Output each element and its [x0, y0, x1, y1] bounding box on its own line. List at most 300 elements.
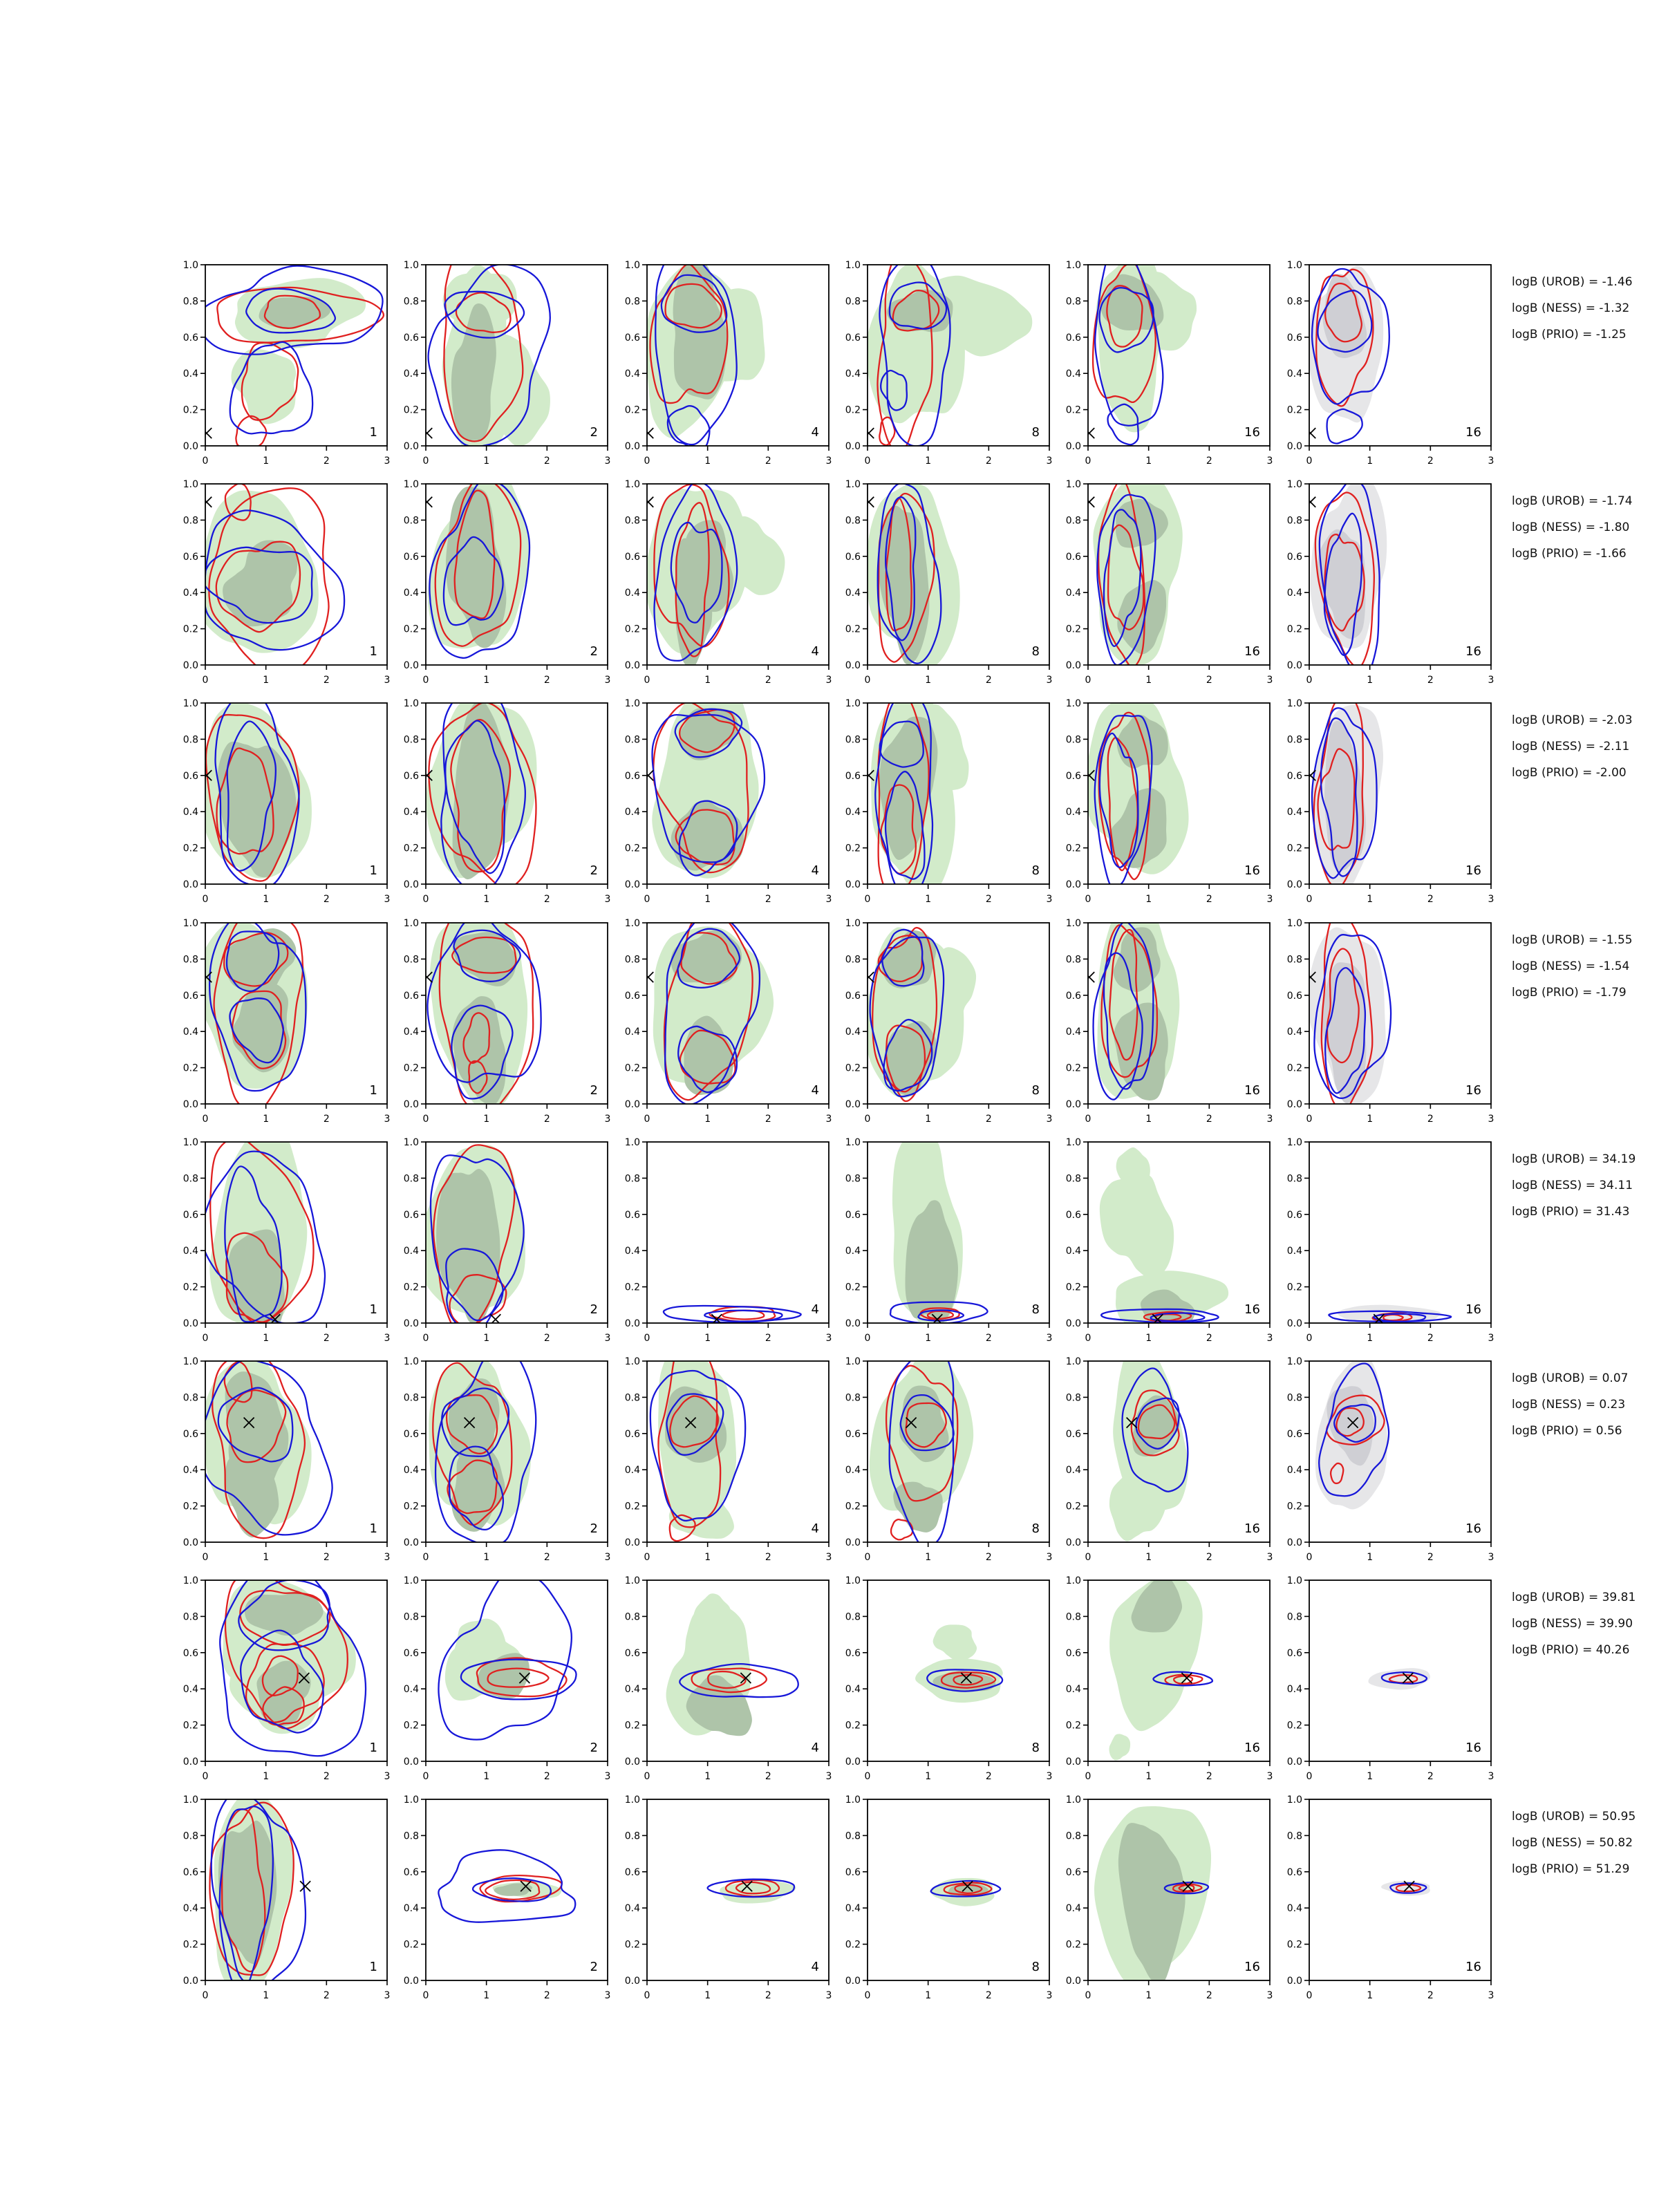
y-tick-label: 1.0 — [1286, 1575, 1302, 1587]
y-tick-label: 1.0 — [1286, 917, 1302, 929]
panel-count-label: 1 — [369, 644, 377, 659]
y-tick-label: 1.0 — [1065, 1136, 1082, 1148]
y-tick-label: 0.4 — [845, 1465, 861, 1477]
contour-panel-r8c2 — [395, 1791, 615, 2009]
logb-annotation-line: logB (PRIO) = -2.00 — [1512, 766, 1627, 780]
y-tick-label: 0.0 — [182, 1756, 198, 1768]
y-tick-label: 0.8 — [1286, 1830, 1302, 1842]
x-tick-label: 0 — [202, 675, 209, 686]
y-tick-label: 0.6 — [1065, 1867, 1082, 1879]
y-tick-label: 1.0 — [404, 698, 420, 710]
y-tick-label: 0.8 — [1065, 515, 1082, 527]
y-tick-label: 0.8 — [1286, 1173, 1302, 1185]
y-tick-label: 0.4 — [624, 368, 640, 380]
x-tick-label: 2 — [323, 1113, 330, 1125]
x-tick-label: 2 — [544, 1113, 551, 1125]
contour-panel-r1c3 — [616, 256, 836, 475]
y-tick-label: 0.6 — [624, 1647, 640, 1659]
y-tick-label: 0.8 — [1065, 953, 1082, 965]
panel-count-label: 2 — [590, 644, 599, 659]
logb-annotation-block-row4 — [1512, 927, 1659, 1006]
y-tick-label: 0.4 — [1286, 1465, 1302, 1477]
y-tick-label: 1.0 — [624, 698, 640, 710]
y-tick-label: 0.8 — [182, 734, 198, 746]
x-tick-label: 0 — [1306, 894, 1312, 906]
y-tick-label: 1.0 — [1286, 698, 1302, 710]
x-tick-label: 0 — [644, 1113, 650, 1125]
y-tick-label: 0.2 — [1286, 843, 1302, 854]
y-tick-label: 0.4 — [624, 1684, 640, 1696]
x-tick-label: 0 — [202, 1552, 209, 1563]
axes-box — [1309, 1142, 1491, 1323]
x-tick-label: 3 — [384, 675, 391, 686]
kde-layers — [220, 1572, 366, 1756]
kde-layers — [198, 915, 308, 1112]
y-tick-label: 1.0 — [1065, 917, 1082, 929]
contour-panel-r5c5 — [1057, 1134, 1277, 1352]
contour-panel-r5c6 — [1278, 1134, 1499, 1352]
logb-annotation-line: logB (PRIO) = 31.43 — [1512, 1204, 1630, 1219]
logb-annotation-line: logB (NESS) = 0.23 — [1512, 1398, 1626, 1412]
y-tick-label: 0.8 — [624, 1830, 640, 1842]
y-tick-label: 0.2 — [1286, 1939, 1302, 1951]
x-tick-label: 1 — [1145, 1332, 1152, 1344]
y-tick-label: 0.6 — [1065, 1209, 1082, 1221]
y-tick-label: 0.0 — [404, 1976, 420, 1987]
panel-count-label: 1 — [369, 1960, 377, 1975]
x-tick-label: 2 — [544, 1990, 551, 2002]
logb-annotation-line: logB (UROB) = -1.74 — [1512, 494, 1633, 509]
x-tick-label: 3 — [1046, 1990, 1053, 2002]
y-tick-label: 0.8 — [1065, 734, 1082, 746]
x-tick-label: 2 — [323, 456, 330, 467]
y-tick-label: 1.0 — [404, 1356, 420, 1367]
y-tick-label: 0.2 — [182, 1939, 198, 1951]
contour-panel-r8c4 — [836, 1791, 1057, 2009]
y-tick-label: 0.4 — [1065, 1026, 1082, 1038]
x-tick-label: 3 — [1266, 894, 1273, 906]
logb-annotation-line: logB (UROB) = -1.46 — [1512, 275, 1633, 289]
x-tick-label: 0 — [1306, 456, 1312, 467]
y-tick-label: 0.6 — [624, 1867, 640, 1879]
x-tick-label: 0 — [864, 894, 871, 906]
panel-count-label: 4 — [811, 1741, 819, 1756]
x-tick-label: 2 — [1206, 1552, 1212, 1563]
logb-annotation-block-row6 — [1512, 1365, 1659, 1444]
x-tick-label: 1 — [263, 1771, 270, 1783]
x-tick-label: 0 — [1085, 675, 1091, 686]
x-tick-label: 0 — [422, 1113, 429, 1125]
y-tick-label: 0.2 — [182, 843, 198, 854]
x-tick-label: 1 — [483, 1113, 490, 1125]
logb-annotation-line: logB (PRIO) = 0.56 — [1512, 1424, 1622, 1438]
y-tick-label: 0.6 — [1286, 1867, 1302, 1879]
panel-count-label: 8 — [1031, 644, 1040, 659]
y-tick-label: 0.2 — [1065, 843, 1082, 854]
x-tick-label: 2 — [544, 1771, 551, 1783]
y-tick-label: 0.0 — [624, 441, 640, 452]
y-tick-label: 1.0 — [182, 1136, 198, 1148]
y-tick-label: 0.8 — [404, 953, 420, 965]
x-tick-label: 0 — [864, 1771, 871, 1783]
kde-layers — [429, 1353, 536, 1544]
x-tick-label: 1 — [483, 1990, 490, 2002]
y-tick-label: 0.8 — [182, 515, 198, 527]
y-tick-label: 0.0 — [1065, 1537, 1082, 1548]
x-tick-label: 0 — [644, 675, 650, 686]
y-tick-label: 0.2 — [845, 1720, 861, 1732]
y-tick-label: 0.4 — [1065, 588, 1082, 599]
x-tick-label: 0 — [202, 1332, 209, 1344]
logb-annotation-line: logB (NESS) = 39.90 — [1512, 1617, 1633, 1631]
y-tick-label: 0.4 — [845, 1903, 861, 1915]
x-tick-label: 1 — [1366, 1771, 1373, 1783]
y-tick-label: 0.6 — [845, 771, 861, 782]
y-tick-label: 0.6 — [1065, 551, 1082, 563]
y-tick-label: 0.4 — [182, 1903, 198, 1915]
x-tick-label: 0 — [1306, 1552, 1312, 1563]
y-tick-label: 0.2 — [182, 1501, 198, 1512]
y-tick-label: 0.0 — [845, 1318, 861, 1329]
y-tick-label: 0.4 — [624, 1903, 640, 1915]
x-tick-label: 2 — [765, 894, 771, 906]
y-tick-label: 0.2 — [845, 1501, 861, 1512]
y-tick-label: 0.0 — [182, 1976, 198, 1987]
y-tick-label: 0.0 — [182, 1098, 198, 1110]
x-tick-label: 2 — [1206, 456, 1212, 467]
y-tick-label: 1.0 — [182, 1575, 198, 1587]
x-tick-label: 1 — [483, 894, 490, 906]
x-tick-label: 3 — [825, 1113, 832, 1125]
y-tick-label: 0.2 — [845, 624, 861, 635]
x-tick-label: 1 — [1145, 1990, 1152, 2002]
y-tick-label: 0.0 — [1286, 1537, 1302, 1548]
y-tick-label: 0.4 — [624, 1026, 640, 1038]
x-tick-label: 2 — [323, 1552, 330, 1563]
x-tick-label: 2 — [323, 1332, 330, 1344]
y-tick-label: 0.8 — [1065, 1173, 1082, 1185]
contour-panel-r3c3 — [616, 695, 836, 913]
panel-count-label: 16 — [1244, 1521, 1261, 1536]
x-tick-label: 3 — [1488, 1771, 1494, 1783]
x-tick-label: 0 — [422, 1771, 429, 1783]
y-tick-label: 0.4 — [1286, 1684, 1302, 1696]
logb-annotation-line: logB (PRIO) = -1.66 — [1512, 547, 1627, 561]
x-tick-label: 2 — [985, 675, 992, 686]
contour-panel-r6c6 — [1278, 1353, 1499, 1571]
x-tick-label: 1 — [483, 1552, 490, 1563]
y-tick-label: 0.4 — [182, 1245, 198, 1257]
x-tick-label: 2 — [765, 1552, 771, 1563]
y-tick-label: 0.2 — [182, 624, 198, 635]
x-tick-label: 1 — [1145, 894, 1152, 906]
y-tick-label: 0.0 — [1286, 441, 1302, 452]
contour-panel-r1c6 — [1278, 256, 1499, 475]
panel-count-label: 16 — [1465, 1741, 1481, 1756]
y-tick-label: 0.8 — [1065, 1611, 1082, 1623]
y-tick-label: 0.0 — [1065, 1976, 1082, 1987]
panel-count-label: 16 — [1244, 863, 1261, 879]
kde-layers — [863, 483, 959, 668]
logb-annotation-block-row3 — [1512, 707, 1659, 786]
y-tick-label: 0.8 — [182, 1611, 198, 1623]
y-tick-label: 1.0 — [1065, 260, 1082, 271]
x-tick-label: 1 — [263, 456, 270, 467]
y-tick-label: 0.4 — [182, 1026, 198, 1038]
x-tick-label: 1 — [704, 1332, 711, 1344]
x-tick-label: 2 — [1427, 1990, 1434, 2002]
x-tick-label: 3 — [1488, 1552, 1494, 1563]
x-tick-label: 3 — [1266, 1990, 1273, 2002]
x-tick-label: 1 — [704, 675, 711, 686]
y-tick-label: 0.8 — [845, 1173, 861, 1185]
x-tick-label: 0 — [644, 1771, 650, 1783]
kde-layers — [643, 256, 765, 451]
y-tick-label: 1.0 — [404, 260, 420, 271]
y-tick-label: 0.0 — [404, 1098, 420, 1110]
y-tick-label: 0.0 — [845, 1098, 861, 1110]
x-tick-label: 0 — [422, 1552, 429, 1563]
x-tick-label: 0 — [864, 675, 871, 686]
panel-count-label: 2 — [590, 1302, 599, 1317]
x-tick-label: 0 — [644, 456, 650, 467]
y-tick-label: 0.6 — [1065, 1428, 1082, 1440]
logb-annotation-line: logB (NESS) = -1.80 — [1512, 521, 1630, 535]
y-tick-label: 0.0 — [624, 1098, 640, 1110]
x-tick-label: 1 — [925, 1332, 932, 1344]
x-tick-label: 2 — [985, 1771, 992, 1783]
density-fill-light — [1368, 1668, 1430, 1689]
panel-count-label: 4 — [811, 1302, 819, 1317]
y-tick-label: 0.2 — [1065, 1720, 1082, 1732]
y-tick-label: 1.0 — [624, 1356, 640, 1367]
x-tick-label: 1 — [1145, 1771, 1152, 1783]
y-tick-label: 0.4 — [1286, 368, 1302, 380]
logb-annotation-line: logB (UROB) = -1.55 — [1512, 932, 1633, 947]
x-tick-label: 0 — [1085, 894, 1091, 906]
y-tick-label: 0.4 — [1286, 1245, 1302, 1257]
y-tick-label: 0.4 — [404, 588, 420, 599]
y-tick-label: 1.0 — [624, 479, 640, 491]
y-tick-label: 0.4 — [404, 1465, 420, 1477]
x-tick-label: 0 — [422, 894, 429, 906]
kde-layers — [931, 1878, 1001, 1906]
y-tick-label: 0.4 — [182, 368, 198, 380]
y-tick-label: 0.6 — [1065, 771, 1082, 782]
kde-layers — [422, 256, 551, 455]
x-tick-label: 1 — [1145, 1113, 1152, 1125]
x-tick-label: 2 — [323, 1771, 330, 1783]
contour-panel-r7c6 — [1278, 1572, 1499, 1790]
y-tick-label: 0.6 — [845, 990, 861, 1002]
y-tick-label: 0.6 — [182, 332, 198, 344]
panel-count-label: 16 — [1465, 1302, 1481, 1317]
x-tick-label: 1 — [1145, 456, 1152, 467]
y-tick-label: 0.0 — [404, 441, 420, 452]
panel-count-label: 16 — [1465, 1960, 1481, 1975]
panel-count-label: 16 — [1244, 1302, 1261, 1317]
y-tick-label: 0.4 — [404, 1903, 420, 1915]
y-tick-label: 0.8 — [845, 296, 861, 308]
x-tick-label: 3 — [1266, 456, 1273, 467]
kde-layers — [666, 1593, 798, 1736]
x-tick-label: 1 — [483, 675, 490, 686]
x-tick-label: 1 — [263, 1990, 270, 2002]
y-tick-label: 0.8 — [1286, 1611, 1302, 1623]
x-tick-label: 1 — [263, 675, 270, 686]
panel-count-label: 8 — [1031, 1082, 1040, 1098]
y-tick-label: 0.8 — [624, 953, 640, 965]
panel-count-label: 16 — [1465, 1521, 1481, 1536]
x-tick-label: 3 — [604, 1552, 611, 1563]
y-tick-label: 0.0 — [1286, 660, 1302, 672]
y-tick-label: 0.4 — [182, 1465, 198, 1477]
contour-panel-r2c1 — [174, 476, 395, 694]
contour-panel-r8c5 — [1057, 1791, 1277, 2009]
x-tick-label: 3 — [1046, 1113, 1053, 1125]
x-tick-label: 0 — [1085, 1552, 1091, 1563]
y-tick-label: 0.8 — [182, 953, 198, 965]
contour-panel-r5c4 — [836, 1134, 1057, 1352]
contour-panel-r4c1 — [174, 915, 395, 1133]
y-tick-label: 0.6 — [845, 1428, 861, 1440]
x-tick-label: 2 — [1206, 1990, 1212, 2002]
x-tick-label: 0 — [864, 1113, 871, 1125]
kde-layers — [422, 476, 530, 658]
y-tick-label: 0.8 — [404, 1611, 420, 1623]
x-tick-label: 2 — [544, 1332, 551, 1344]
panel-count-label: 2 — [590, 425, 599, 440]
y-tick-label: 0.8 — [845, 515, 861, 527]
panel-count-label: 16 — [1465, 1082, 1481, 1098]
logb-annotation-line: logB (UROB) = 0.07 — [1512, 1371, 1629, 1385]
x-tick-label: 3 — [384, 1990, 391, 2002]
contour-panel-r3c6 — [1278, 695, 1499, 913]
x-tick-label: 3 — [825, 1990, 832, 2002]
panel-count-label: 8 — [1031, 863, 1040, 879]
y-tick-label: 1.0 — [182, 260, 198, 271]
panel-count-label: 2 — [590, 1521, 599, 1536]
y-tick-label: 0.8 — [845, 1830, 861, 1842]
x-tick-label: 1 — [483, 1771, 490, 1783]
y-tick-label: 0.0 — [845, 1756, 861, 1768]
x-tick-label: 1 — [1366, 456, 1373, 467]
y-tick-label: 0.0 — [182, 441, 198, 452]
y-tick-label: 0.6 — [845, 1867, 861, 1879]
logb-annotation-line: logB (NESS) = -1.32 — [1512, 301, 1630, 315]
panel-count-label: 16 — [1465, 644, 1481, 659]
contour-panel-r5c1 — [174, 1134, 395, 1352]
logb-annotation-block-row1 — [1512, 269, 1659, 348]
y-tick-label: 0.4 — [1065, 807, 1082, 818]
y-tick-label: 1.0 — [845, 698, 861, 710]
y-tick-label: 0.2 — [1065, 1501, 1082, 1512]
y-tick-label: 1.0 — [182, 698, 198, 710]
y-tick-label: 0.6 — [404, 332, 420, 344]
y-tick-label: 0.8 — [404, 1173, 420, 1185]
logb-annotation-line: logB (NESS) = -2.11 — [1512, 740, 1630, 754]
x-tick-label: 2 — [544, 675, 551, 686]
y-tick-label: 1.0 — [1286, 479, 1302, 491]
x-tick-label: 1 — [704, 1113, 711, 1125]
panel-count-label: 1 — [369, 425, 377, 440]
logb-annotation-line: logB (NESS) = 34.11 — [1512, 1178, 1633, 1192]
contour-panel-r2c5 — [1057, 476, 1277, 694]
y-tick-label: 0.4 — [1286, 1026, 1302, 1038]
x-tick-label: 3 — [384, 456, 391, 467]
x-tick-label: 0 — [202, 456, 209, 467]
x-tick-label: 1 — [925, 1990, 932, 2002]
contour-panel-r3c2 — [395, 695, 615, 913]
y-tick-label: 0.6 — [624, 551, 640, 563]
y-tick-label: 0.2 — [624, 1720, 640, 1732]
x-tick-label: 2 — [1206, 675, 1212, 686]
y-tick-label: 1.0 — [404, 1794, 420, 1806]
y-tick-label: 0.2 — [624, 1501, 640, 1512]
logb-annotation-line: logB (UROB) = 39.81 — [1512, 1591, 1636, 1605]
contour-panel-r2c2 — [395, 476, 615, 694]
y-tick-label: 0.4 — [1286, 1903, 1302, 1915]
contour-panel-r8c6 — [1278, 1791, 1499, 2009]
x-tick-label: 2 — [1427, 1332, 1434, 1344]
y-tick-label: 0.8 — [845, 1611, 861, 1623]
panel-count-label: 2 — [590, 1082, 599, 1098]
y-tick-label: 0.6 — [845, 332, 861, 344]
x-tick-label: 2 — [985, 1332, 992, 1344]
y-tick-label: 1.0 — [182, 917, 198, 929]
y-tick-label: 0.4 — [845, 1245, 861, 1257]
panel-count-label: 4 — [811, 644, 819, 659]
x-tick-label: 3 — [384, 894, 391, 906]
y-tick-label: 0.0 — [404, 1537, 420, 1548]
y-tick-label: 0.6 — [624, 771, 640, 782]
y-tick-label: 0.6 — [1286, 332, 1302, 344]
kde-layers — [1305, 695, 1383, 895]
kde-layers — [664, 1306, 801, 1324]
y-tick-label: 0.8 — [182, 1830, 198, 1842]
y-tick-label: 0.4 — [624, 1245, 640, 1257]
contour-panel-r6c5 — [1057, 1353, 1277, 1571]
x-tick-label: 3 — [1266, 1552, 1273, 1563]
x-tick-label: 1 — [1366, 675, 1373, 686]
x-tick-label: 0 — [644, 1990, 650, 2002]
y-tick-label: 0.8 — [404, 296, 420, 308]
logb-annotation-line: logB (NESS) = 50.82 — [1512, 1836, 1633, 1850]
density-fill-light — [231, 349, 296, 424]
y-tick-label: 0.0 — [1065, 660, 1082, 672]
x-tick-label: 1 — [925, 1771, 932, 1783]
x-tick-label: 2 — [1206, 894, 1212, 906]
panel-count-label: 4 — [811, 1960, 819, 1975]
x-tick-label: 3 — [825, 1332, 832, 1344]
x-tick-label: 3 — [604, 894, 611, 906]
x-tick-label: 0 — [1306, 1771, 1312, 1783]
x-tick-label: 2 — [1427, 894, 1434, 906]
y-tick-label: 1.0 — [1065, 698, 1082, 710]
y-tick-label: 0.8 — [845, 734, 861, 746]
density-fill-light — [1100, 1173, 1174, 1280]
y-tick-label: 0.6 — [182, 990, 198, 1002]
x-tick-label: 2 — [985, 1113, 992, 1125]
logb-annotation-block-row7 — [1512, 1584, 1659, 1663]
y-tick-label: 1.0 — [624, 917, 640, 929]
y-tick-label: 1.0 — [1065, 479, 1082, 491]
y-tick-label: 0.0 — [1065, 1318, 1082, 1329]
y-tick-label: 0.4 — [624, 588, 640, 599]
x-tick-label: 3 — [1488, 1990, 1494, 2002]
y-tick-label: 0.2 — [624, 1939, 640, 1951]
y-tick-label: 1.0 — [845, 1356, 861, 1367]
